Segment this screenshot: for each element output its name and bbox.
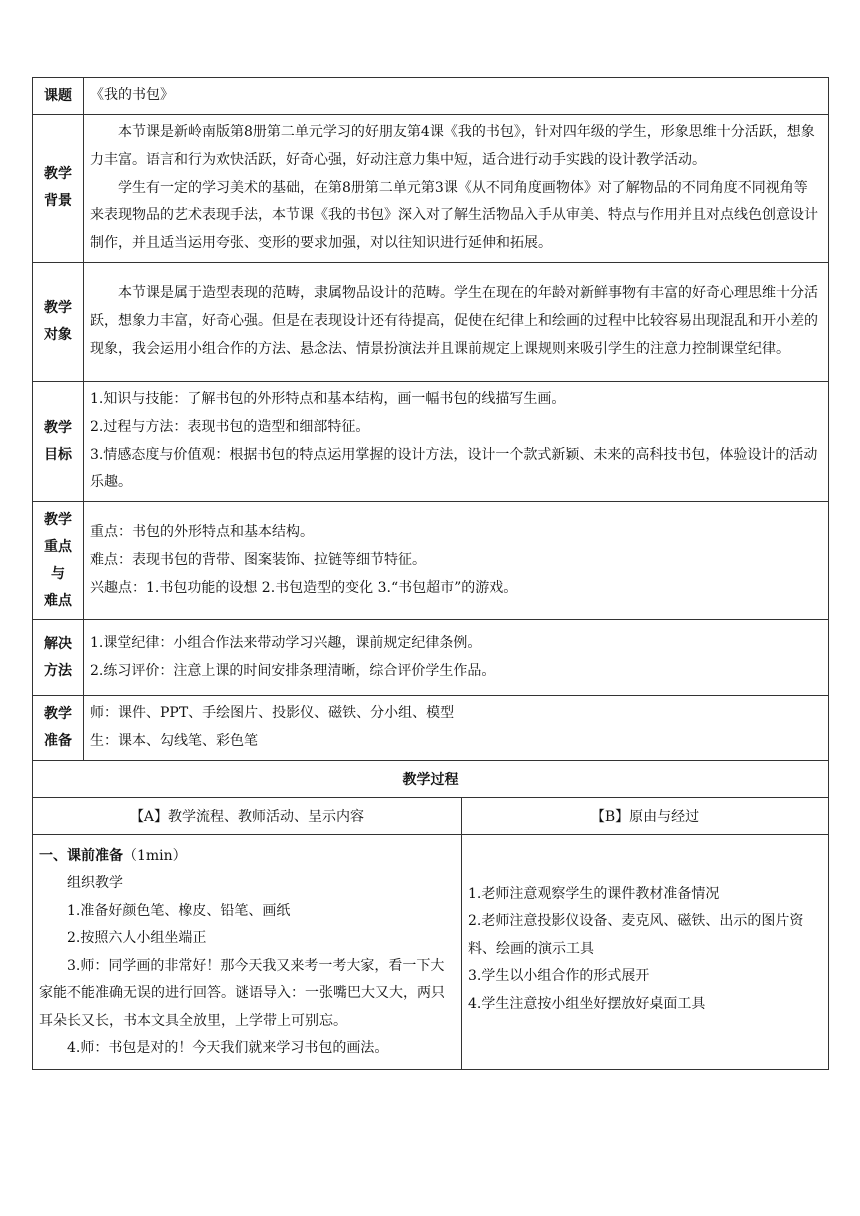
row-process-columns xyxy=(33,797,829,834)
row-goals xyxy=(33,381,829,501)
background-paragraph: 学生有一定的学习美术的基础，在第8册第二单元第3课《从不同角度画物体》对了解物品的不同角度不同视角等来表现物品的艺术表现手法，本节课《我的书包》深入对了解生活物品入手从审美、特点与作用并且对点线色创意设计制作，并且适当运用夸张、变形的要求加强，对以往知识进行延伸和拓展。 xyxy=(90,179,818,252)
key-point-item: 重点：书包的外形特点和基本结构。 xyxy=(90,523,314,540)
reason-item: 4.学生注意按小组坐好摆放好桌面工具 xyxy=(468,995,706,1012)
process-right-cell xyxy=(462,834,829,1069)
key-point-item: 难点：表现书包的背带、图案装饰、拉链等细节特征。 xyxy=(90,551,426,568)
process-step: 2.按照六人小组坐端正 xyxy=(67,930,207,947)
row-process-content xyxy=(33,834,829,1069)
key-point-item: 兴趣点：1.书包功能的设想 2.书包造型的变化 3.“书包超市”的游戏。 xyxy=(90,579,518,596)
section-title: 一、课前准备 xyxy=(39,847,123,864)
row-process-title xyxy=(33,760,829,797)
process-step: 4.师：书包是对的！今天我们就来学习书包的画法。 xyxy=(67,1040,389,1057)
row-topic xyxy=(33,78,829,115)
preparation-item: 师：课件、PPT、手绘图片、投影仪、磁铁、分小组、模型 xyxy=(90,705,455,722)
process-title: 教学过程 xyxy=(33,760,829,797)
goal-item: 1.知识与技能：了解书包的外形特点和基本结构，画一幅书包的线描写生画。 xyxy=(90,390,566,407)
goal-item: 2.过程与方法：表现书包的造型和细部特征。 xyxy=(90,418,370,435)
key-points-label: 教学 重点 与 难点 xyxy=(33,502,84,620)
row-key-points xyxy=(33,502,829,620)
process-step: 组织教学 xyxy=(67,875,123,892)
goals-content xyxy=(84,381,829,501)
preparation-label: 教学 准备 xyxy=(33,696,84,761)
row-preparation xyxy=(33,696,829,761)
lesson-plan-sheet xyxy=(32,77,828,1070)
reason-item: 3.学生以小组合作的形式展开 xyxy=(468,968,650,985)
audience-label: 教学 对象 xyxy=(33,262,84,381)
preparation-content xyxy=(84,696,829,761)
column-b-heading: 【B】原由与经过 xyxy=(462,797,829,834)
row-background xyxy=(33,115,829,263)
process-step: 1.准备好颜色笔、橡皮、铅笔、画纸 xyxy=(67,902,291,919)
preparation-item: 生：课本、勾线笔、彩色笔 xyxy=(90,732,258,749)
audience-content xyxy=(84,262,829,381)
goals-label: 教学 目标 xyxy=(33,381,84,501)
background-content xyxy=(84,115,829,263)
row-audience xyxy=(33,262,829,381)
key-points-content xyxy=(84,502,829,620)
lesson-plan-table xyxy=(32,77,829,1070)
reason-item: 2.老师注意投影仪设备、麦克风、磁铁、出示的图片资料、绘画的演示工具 xyxy=(468,913,804,957)
background-paragraph: 本节课是新岭南版第8册第二单元学习的好朋友第4课《我的书包》，针对四年级的学生，形象思维十分活跃，想象力丰富。语言和行为欢快活跃，好奇心强，好动注意力集中短，适合进行动手实践的设计教学活动。 xyxy=(90,124,815,168)
column-a-heading: 【A】教学流程、教师活动、呈示内容 xyxy=(33,797,462,834)
reason-item: 1.老师注意观察学生的课件教材准备情况 xyxy=(468,885,720,902)
section-time: （1min） xyxy=(123,847,187,864)
topic-value: 《我的书包》 xyxy=(84,78,829,115)
process-left-cell xyxy=(33,834,462,1069)
section-heading xyxy=(39,843,453,871)
method-item: 2.练习评价：注意上课的时间安排条理清晰，综合评价学生作品。 xyxy=(90,662,496,679)
methods-label: 解决 方法 xyxy=(33,620,84,696)
topic-label: 课题 xyxy=(33,78,84,115)
goal-item: 3.情感态度与价值观：根据书包的特点运用掌握的设计方法，设计一个款式新颖、未来的高科技书包，体验设计的活动乐趣。 xyxy=(90,446,818,491)
process-step: 3.师：同学画的非常好！那今天我又来考一考大家，看一下大家能不能准确无误的进行回答。谜语导入：一张嘴巴大又大，两只耳朵长又长，书本文具全放里，上学带上可别忘。 xyxy=(39,957,445,1029)
audience-paragraph: 本节课是属于造型表现的范畴，隶属物品设计的范畴。学生在现在的年龄对新鲜事物有丰富的好奇心理思维十分活跃，想象力丰富，好奇心强。但是在表现设计还有待提高，促使在纪律上和绘画的过程中比较容易出现混乱和开小差的现象，我会运用小组合作的方法、悬念法、情景扮演法并且课前规定上课规则来吸引学生的注意力控制课堂纪律。 xyxy=(90,285,818,357)
method-item: 1.课堂纪律：小组合作法来带动学习兴趣，课前规定纪律条例。 xyxy=(90,634,482,651)
background-label: 教学 背景 xyxy=(33,115,84,263)
row-methods xyxy=(33,620,829,696)
methods-content xyxy=(84,620,829,696)
